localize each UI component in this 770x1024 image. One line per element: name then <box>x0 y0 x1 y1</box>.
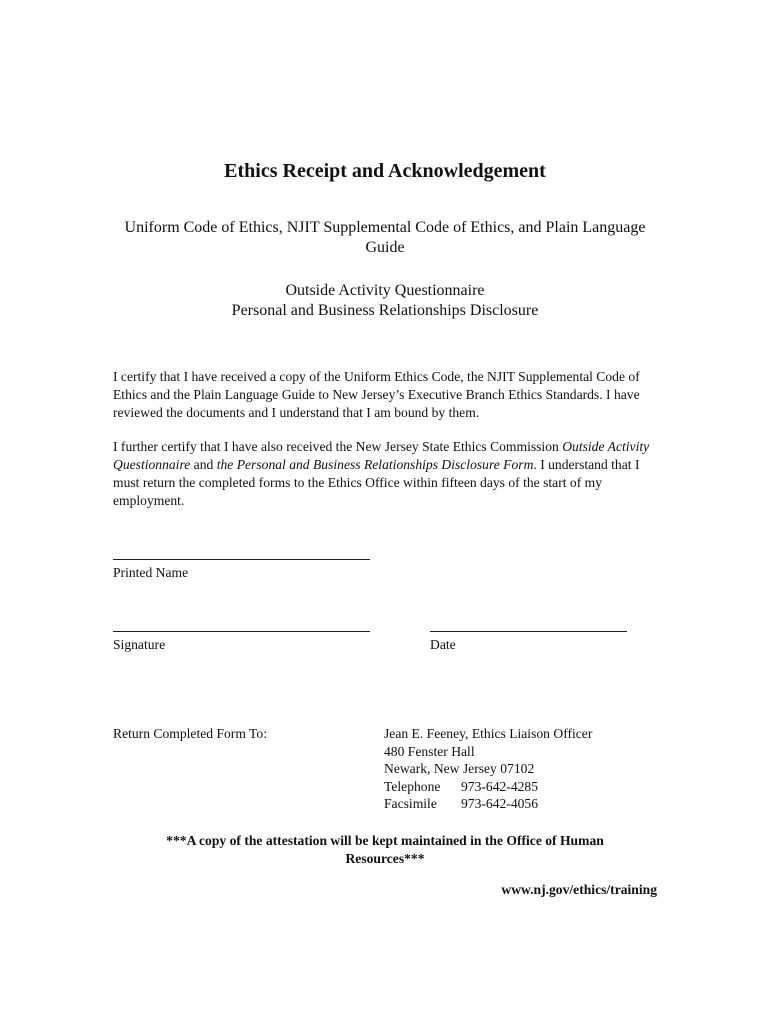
form-relationships-disclosure: the Personal and Business Relationships Disclosure Form <box>216 457 534 472</box>
fax-label: Facsimile <box>384 796 437 811</box>
printed-name-line[interactable] <box>113 559 370 560</box>
date-line[interactable] <box>430 631 627 632</box>
fax-number: 973-642-4056 <box>461 796 539 811</box>
address-line-2: Newark, New Jersey 07102 <box>384 761 535 776</box>
included-documents <box>0 281 770 321</box>
further-certification-paragraph <box>113 438 661 510</box>
return-address <box>384 725 592 813</box>
telephone-number: 973-642-4285 <box>461 778 539 794</box>
paragraph-intro: I further certify that I have also received the New Jersey State Ethics Commission <box>113 439 563 454</box>
document-outside-activity: Outside Activity Questionnaire <box>285 282 485 299</box>
address-line-1: 480 Fenster Hall <box>384 743 475 759</box>
telephone-label: Telephone <box>384 778 441 794</box>
form-outside-activity: Outside Activity Questionnaire <box>113 439 650 472</box>
attestation-note: ***A copy of the attestation will be kept maintained in the Office of Human Resources*** <box>166 833 604 866</box>
document-subtitle: Uniform Code of Ethics, NJIT Supplemental Code of Ethics, and Plain Language Guide <box>124 219 646 256</box>
paragraph-rest: . I understand that I must return the completed forms to the Ethics Office within fifteen days of the start of my employment. <box>113 457 640 508</box>
fax-row <box>384 795 592 813</box>
paragraph-and: and <box>190 457 217 472</box>
printed-name-label: Printed Name <box>113 565 189 580</box>
date-label: Date <box>430 637 456 652</box>
telephone-row <box>384 778 592 796</box>
signature-line[interactable] <box>113 631 370 632</box>
website-url: www.nj.gov/ethics/training <box>501 882 657 897</box>
certification-paragraph: I certify that I have received a copy of the Uniform Ethics Code, the NJIT Supplemental Code of Ethics and the Plain Language Guide to New Jersey’s Executive Branch Ethics Standards. I have reviewed the documents and I understand that I am bound by them. <box>113 369 640 420</box>
document-relationships-disclosure: Personal and Business Relationships Disclosure <box>231 302 539 319</box>
signature-label: Signature <box>113 637 166 652</box>
ethics-officer: Jean E. Feeney, Ethics Liaison Officer <box>384 726 593 741</box>
document-title: Ethics Receipt and Acknowledgement <box>224 160 546 182</box>
return-form-label: Return Completed Form To: <box>113 726 267 741</box>
